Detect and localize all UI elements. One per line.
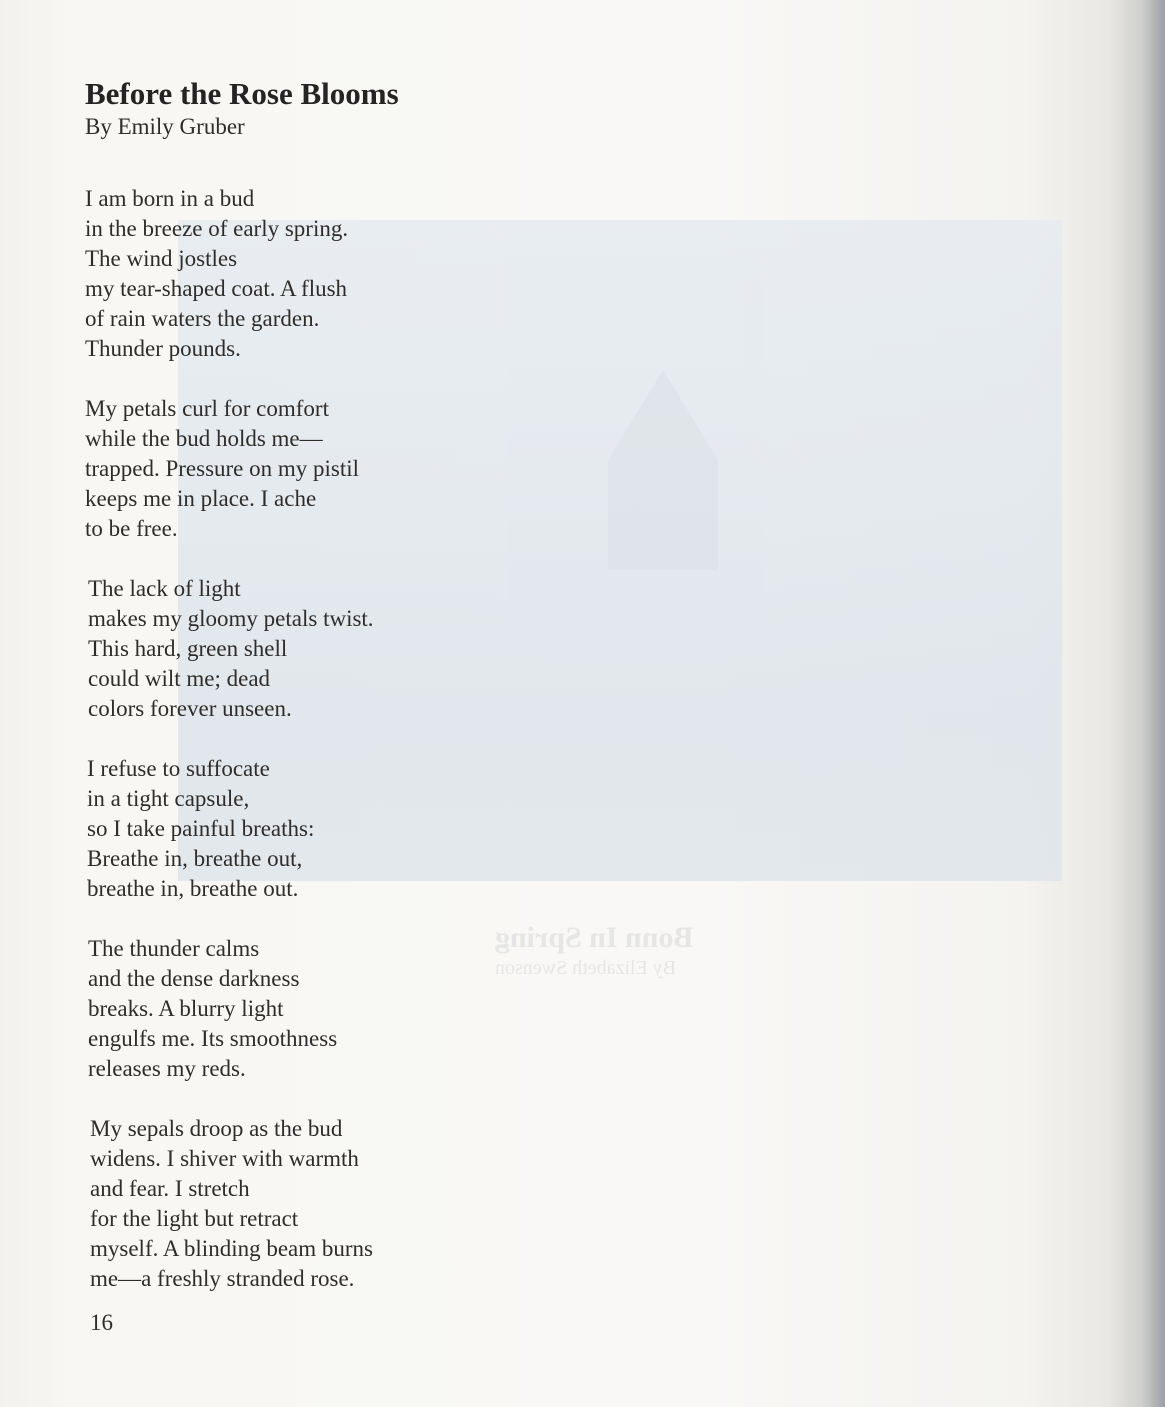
poem-line: breathe in, breathe out. (87, 876, 299, 901)
poem-line: me—a freshly stranded rose. (90, 1266, 355, 1291)
poem-line: while the bud holds me— (85, 426, 323, 451)
poem-line: of rain waters the garden. (85, 306, 320, 331)
poem-line: The thunder calms (88, 936, 260, 961)
page-number: 16 (90, 1310, 113, 1335)
poem-line: to be free. (85, 516, 178, 541)
stanza (85, 394, 645, 544)
bleed-through-byline: By Elizabeth Swenson (495, 957, 677, 979)
poem-body (85, 184, 645, 1294)
poem-line: myself. A blinding beam burns (90, 1236, 374, 1261)
poem-line: My sepals droop as the bud (90, 1116, 343, 1141)
poem-line: engulfs me. Its smoothness (88, 1026, 338, 1051)
poem-line: and fear. I stretch (90, 1176, 250, 1201)
poem-line: makes my gloomy petals twist. (88, 606, 374, 631)
poem-title: Before the Rose Blooms (85, 76, 399, 111)
poem-line: This hard, green shell (88, 636, 288, 661)
poem-line: in a tight capsule, (87, 786, 250, 811)
bleed-through-title: Bonn In Spring (495, 921, 694, 954)
stanza (85, 574, 645, 724)
poem-line: I am born in a bud (85, 186, 255, 211)
poem-line: I refuse to suffocate (87, 756, 270, 781)
poem-line: My petals curl for comfort (85, 396, 329, 421)
stanza (85, 1114, 645, 1294)
stanza (85, 934, 645, 1084)
stanza (85, 754, 645, 904)
poem-line: and the dense darkness (88, 966, 300, 991)
poem-line: colors forever unseen. (88, 696, 292, 721)
poem-block (85, 76, 645, 1324)
poem-line: widens. I shiver with warmth (90, 1146, 359, 1171)
poem-line: my tear-shaped coat. A flush (85, 276, 348, 301)
poem-line: Breathe in, breathe out, (87, 846, 303, 871)
poem-line: in the breeze of early spring. (85, 216, 349, 241)
stanza (85, 184, 645, 364)
poem-line: keeps me in place. I ache (85, 486, 317, 511)
poem-line: for the light but retract (90, 1206, 299, 1231)
poem-line: so I take painful breaths: (87, 816, 315, 841)
poem-line: Thunder pounds. (85, 336, 241, 361)
poem-line: trapped. Pressure on my pistil (85, 456, 360, 481)
poem-line: could wilt me; dead (88, 666, 271, 691)
poem-line: The lack of light (88, 576, 241, 601)
poem-byline: By Emily Gruber (85, 114, 245, 139)
poem-line: breaks. A blurry light (88, 996, 284, 1021)
poem-line: releases my reds. (88, 1056, 246, 1081)
poem-line: The wind jostles (85, 246, 238, 271)
